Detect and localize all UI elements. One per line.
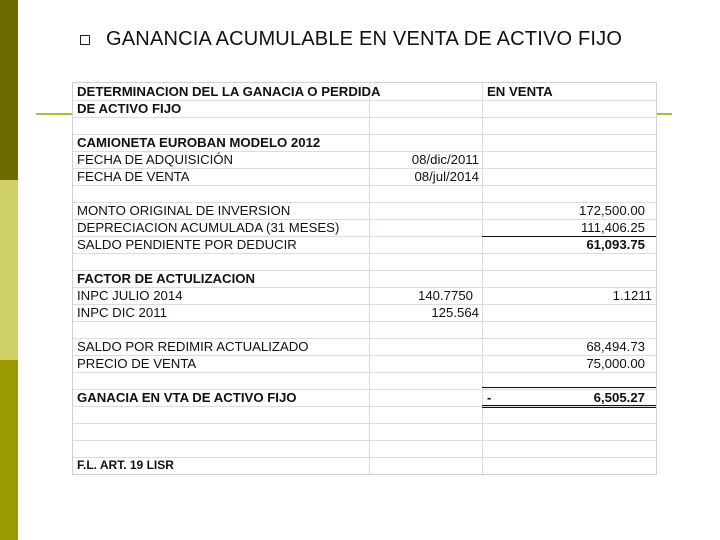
row-divider [73,321,656,322]
gain-sign: - [487,390,492,405]
updated-balance-value: 68,494.73 [586,339,645,354]
table-row [73,219,656,236]
original-amount-value: 172,500.00 [578,203,645,218]
gain-value: 6,505.27 [593,390,645,405]
update-factor-value: 1.1211 [612,288,652,303]
table-row [73,287,656,304]
inpc-dec-value: 125.564 [431,305,479,320]
table-row [73,134,656,151]
table-row [73,100,656,117]
slide-title: GANANCIA ACUMULABLE EN VENTA DE ACTIVO FIJO [106,28,623,50]
depreciation-label: DEPRECIACION ACUMULADA (31 MESES) [77,220,340,235]
double-rule-top [482,405,656,406]
accent-bar-middle [0,180,18,360]
footer-note: F.L. ART. 19 LISR [77,458,174,472]
depreciation-value: 111,406.25 [580,220,645,235]
vehicle-label: CAMIONETA EUROBAN MODELO 2012 [77,135,321,150]
accent-bar-bottom [0,360,18,540]
factor-heading: FACTOR DE ACTULIZACION [77,271,256,286]
table-row [73,236,656,253]
gain-label: GANACIA EN VTA DE ACTIVO FIJO [77,390,297,405]
table-row [73,338,656,355]
sale-price-label: PRECIO DE VENTA [77,356,197,371]
sale-date-label: FECHA DE VENTA [77,169,190,184]
row-divider [73,117,656,118]
table-row [73,202,656,219]
table-row [73,389,656,406]
table-row [73,457,656,474]
updated-balance-label: SALDO POR REDIMIR ACTUALIZADO [77,339,309,354]
acquisition-date-label: FECHA DE ADQUISICIÓN [77,152,234,167]
inpc-dec-label: INPC DIC 2011 [77,305,167,320]
bullet-square-icon [80,35,90,45]
sum-rule [482,387,656,388]
inpc-july-value: 140.7750 [417,288,473,303]
table-row [73,83,656,100]
sale-date-value: 08/jul/2014 [414,169,479,184]
table-row [73,151,656,168]
pending-balance-label: SALDO PENDIENTE POR DEDUCIR [77,237,297,252]
table-row [73,355,656,372]
double-rule-bottom [482,407,656,408]
acquisition-date-value: 08/dic/2011 [411,152,479,167]
row-divider [73,440,656,441]
table-row [73,168,656,185]
row-divider [73,253,656,254]
accent-bar-top [0,0,18,180]
sale-price-value: 75,000.00 [586,356,645,371]
header-subtitle: DE ACTIVO FIJO [77,101,182,116]
row-divider [73,185,656,186]
original-amount-label: MONTO ORIGINAL DE INVERSION [77,203,291,218]
pending-balance-value: 61,093.75 [586,237,645,252]
table-row [73,304,656,321]
header-title: DETERMINACION DEL LA GANACIA O PERDIDA [77,84,381,99]
header-title-cont: EN VENTA [487,84,553,99]
table-row [73,270,656,287]
inpc-july-label: INPC JULIO 2014 [77,288,183,303]
spreadsheet-table [72,82,657,475]
row-divider [73,423,656,424]
row-divider [73,372,656,373]
